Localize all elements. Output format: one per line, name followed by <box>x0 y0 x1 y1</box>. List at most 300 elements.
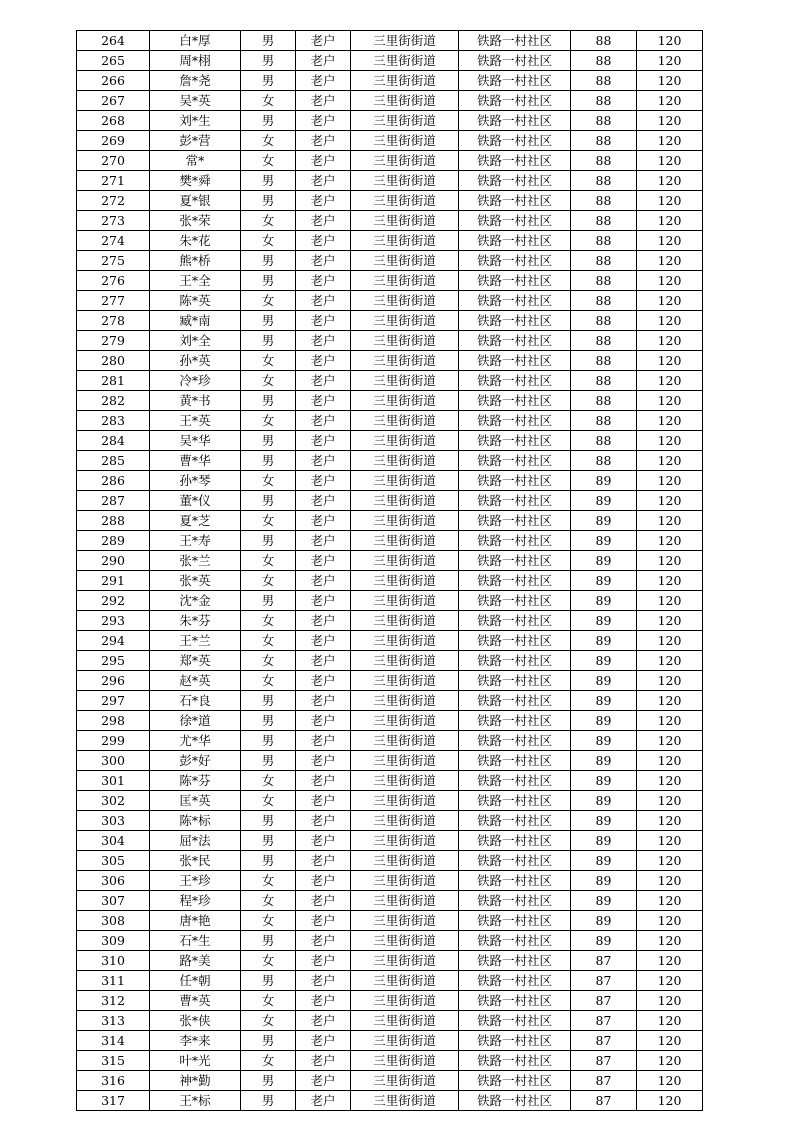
cell-age: 87 <box>571 1051 637 1071</box>
cell-index: 288 <box>77 511 150 531</box>
cell-gender: 男 <box>241 251 296 271</box>
cell-household-type: 老户 <box>296 991 351 1011</box>
cell-age: 89 <box>571 871 637 891</box>
cell-gender: 男 <box>241 191 296 211</box>
cell-household-type: 老户 <box>296 471 351 491</box>
cell-street: 三里街街道 <box>351 291 459 311</box>
cell-gender: 男 <box>241 451 296 471</box>
cell-index: 297 <box>77 691 150 711</box>
table-row <box>77 731 703 751</box>
cell-household-type: 老户 <box>296 671 351 691</box>
cell-community: 铁路一村社区 <box>459 591 571 611</box>
cell-amount: 120 <box>637 1031 703 1051</box>
cell-community: 铁路一村社区 <box>459 351 571 371</box>
cell-index: 265 <box>77 51 150 71</box>
cell-street: 三里街街道 <box>351 491 459 511</box>
cell-gender: 女 <box>241 1051 296 1071</box>
cell-community: 铁路一村社区 <box>459 731 571 751</box>
cell-index: 264 <box>77 31 150 51</box>
cell-street: 三里街街道 <box>351 831 459 851</box>
table-row <box>77 1011 703 1031</box>
cell-age: 89 <box>571 831 637 851</box>
cell-community: 铁路一村社区 <box>459 671 571 691</box>
cell-index: 267 <box>77 91 150 111</box>
cell-name: 詹*尧 <box>150 71 241 91</box>
cell-household-type: 老户 <box>296 191 351 211</box>
cell-household-type: 老户 <box>296 151 351 171</box>
cell-name: 石*良 <box>150 691 241 711</box>
table-row <box>77 911 703 931</box>
cell-gender: 男 <box>241 311 296 331</box>
cell-gender: 男 <box>241 811 296 831</box>
cell-household-type: 老户 <box>296 791 351 811</box>
cell-amount: 120 <box>637 991 703 1011</box>
cell-name: 张*英 <box>150 571 241 591</box>
cell-street: 三里街街道 <box>351 411 459 431</box>
cell-amount: 120 <box>637 71 703 91</box>
cell-amount: 120 <box>637 711 703 731</box>
table-row <box>77 791 703 811</box>
cell-index: 280 <box>77 351 150 371</box>
cell-gender: 女 <box>241 471 296 491</box>
cell-community: 铁路一村社区 <box>459 771 571 791</box>
cell-community: 铁路一村社区 <box>459 1011 571 1031</box>
cell-amount: 120 <box>637 891 703 911</box>
cell-amount: 120 <box>637 1091 703 1111</box>
cell-index: 298 <box>77 711 150 731</box>
cell-community: 铁路一村社区 <box>459 71 571 91</box>
cell-name: 朱*花 <box>150 231 241 251</box>
cell-age: 88 <box>571 111 637 131</box>
cell-amount: 120 <box>637 551 703 571</box>
cell-gender: 女 <box>241 871 296 891</box>
table-row <box>77 451 703 471</box>
cell-amount: 120 <box>637 111 703 131</box>
cell-name: 沈*金 <box>150 591 241 611</box>
table-row <box>77 411 703 431</box>
table-row <box>77 151 703 171</box>
cell-street: 三里街街道 <box>351 391 459 411</box>
cell-street: 三里街街道 <box>351 151 459 171</box>
cell-index: 284 <box>77 431 150 451</box>
table-row <box>77 511 703 531</box>
cell-amount: 120 <box>637 831 703 851</box>
table-row <box>77 831 703 851</box>
cell-gender: 女 <box>241 911 296 931</box>
cell-index: 308 <box>77 911 150 931</box>
cell-community: 铁路一村社区 <box>459 191 571 211</box>
cell-index: 310 <box>77 951 150 971</box>
cell-household-type: 老户 <box>296 811 351 831</box>
cell-index: 292 <box>77 591 150 611</box>
table-row <box>77 751 703 771</box>
cell-street: 三里街街道 <box>351 651 459 671</box>
table-row <box>77 351 703 371</box>
cell-index: 290 <box>77 551 150 571</box>
cell-age: 88 <box>571 51 637 71</box>
cell-community: 铁路一村社区 <box>459 391 571 411</box>
cell-index: 302 <box>77 791 150 811</box>
cell-community: 铁路一村社区 <box>459 111 571 131</box>
table-row <box>77 611 703 631</box>
cell-gender: 女 <box>241 611 296 631</box>
cell-household-type: 老户 <box>296 571 351 591</box>
cell-gender: 男 <box>241 851 296 871</box>
cell-index: 272 <box>77 191 150 211</box>
cell-age: 88 <box>571 331 637 351</box>
cell-household-type: 老户 <box>296 831 351 851</box>
cell-community: 铁路一村社区 <box>459 951 571 971</box>
cell-amount: 120 <box>637 391 703 411</box>
cell-amount: 120 <box>637 1011 703 1031</box>
cell-gender: 男 <box>241 1031 296 1051</box>
cell-age: 88 <box>571 291 637 311</box>
table-row <box>77 891 703 911</box>
cell-age: 89 <box>571 771 637 791</box>
cell-age: 89 <box>571 671 637 691</box>
table-row <box>77 1031 703 1051</box>
cell-community: 铁路一村社区 <box>459 871 571 891</box>
cell-street: 三里街街道 <box>351 31 459 51</box>
cell-name: 冷*珍 <box>150 371 241 391</box>
cell-index: 296 <box>77 671 150 691</box>
cell-age: 89 <box>571 551 637 571</box>
cell-name: 董*仪 <box>150 491 241 511</box>
cell-community: 铁路一村社区 <box>459 531 571 551</box>
cell-amount: 120 <box>637 31 703 51</box>
cell-index: 291 <box>77 571 150 591</box>
table-row <box>77 871 703 891</box>
cell-street: 三里街街道 <box>351 591 459 611</box>
table-row <box>77 131 703 151</box>
cell-name: 张*荣 <box>150 211 241 231</box>
cell-community: 铁路一村社区 <box>459 1051 571 1071</box>
cell-household-type: 老户 <box>296 391 351 411</box>
cell-community: 铁路一村社区 <box>459 331 571 351</box>
cell-index: 283 <box>77 411 150 431</box>
cell-amount: 120 <box>637 491 703 511</box>
cell-community: 铁路一村社区 <box>459 131 571 151</box>
table-row <box>77 1091 703 1111</box>
table-row <box>77 491 703 511</box>
cell-street: 三里街街道 <box>351 1051 459 1071</box>
cell-name: 唐*艳 <box>150 911 241 931</box>
cell-household-type: 老户 <box>296 211 351 231</box>
cell-index: 285 <box>77 451 150 471</box>
cell-amount: 120 <box>637 411 703 431</box>
cell-index: 293 <box>77 611 150 631</box>
cell-street: 三里街街道 <box>351 331 459 351</box>
cell-household-type: 老户 <box>296 1071 351 1091</box>
table-row <box>77 691 703 711</box>
cell-name: 陈*英 <box>150 291 241 311</box>
table-row <box>77 431 703 451</box>
cell-name: 孙*琴 <box>150 471 241 491</box>
table-row <box>77 931 703 951</box>
table-row <box>77 1051 703 1071</box>
table-row <box>77 371 703 391</box>
cell-gender: 女 <box>241 211 296 231</box>
cell-name: 徐*道 <box>150 711 241 731</box>
cell-name: 白*厚 <box>150 31 241 51</box>
cell-amount: 120 <box>637 211 703 231</box>
table-row <box>77 671 703 691</box>
cell-amount: 120 <box>637 1071 703 1091</box>
cell-name: 孙*英 <box>150 351 241 371</box>
cell-gender: 女 <box>241 1011 296 1031</box>
cell-amount: 120 <box>637 611 703 631</box>
cell-gender: 女 <box>241 771 296 791</box>
table-row <box>77 271 703 291</box>
cell-name: 尤*华 <box>150 731 241 751</box>
table-row <box>77 231 703 251</box>
cell-gender: 女 <box>241 351 296 371</box>
cell-index: 299 <box>77 731 150 751</box>
cell-gender: 男 <box>241 71 296 91</box>
cell-age: 88 <box>571 451 637 471</box>
cell-gender: 男 <box>241 51 296 71</box>
cell-street: 三里街街道 <box>351 191 459 211</box>
cell-street: 三里街街道 <box>351 1071 459 1091</box>
table-row <box>77 391 703 411</box>
cell-name: 夏*银 <box>150 191 241 211</box>
table-row <box>77 571 703 591</box>
cell-community: 铁路一村社区 <box>459 431 571 451</box>
cell-index: 281 <box>77 371 150 391</box>
cell-gender: 女 <box>241 511 296 531</box>
cell-gender: 男 <box>241 171 296 191</box>
cell-community: 铁路一村社区 <box>459 631 571 651</box>
cell-age: 87 <box>571 971 637 991</box>
cell-age: 87 <box>571 1071 637 1091</box>
cell-name: 郑*英 <box>150 651 241 671</box>
cell-amount: 120 <box>637 251 703 271</box>
table-row <box>77 111 703 131</box>
table-row <box>77 631 703 651</box>
cell-name: 王*珍 <box>150 871 241 891</box>
cell-household-type: 老户 <box>296 251 351 271</box>
cell-gender: 女 <box>241 891 296 911</box>
cell-community: 铁路一村社区 <box>459 171 571 191</box>
cell-community: 铁路一村社区 <box>459 811 571 831</box>
cell-street: 三里街街道 <box>351 671 459 691</box>
cell-name: 赵*英 <box>150 671 241 691</box>
cell-street: 三里街街道 <box>351 891 459 911</box>
cell-age: 89 <box>571 911 637 931</box>
cell-community: 铁路一村社区 <box>459 991 571 1011</box>
cell-name: 曹*华 <box>150 451 241 471</box>
cell-age: 88 <box>571 251 637 271</box>
cell-gender: 男 <box>241 531 296 551</box>
cell-index: 314 <box>77 1031 150 1051</box>
cell-index: 270 <box>77 151 150 171</box>
cell-community: 铁路一村社区 <box>459 791 571 811</box>
cell-amount: 120 <box>637 291 703 311</box>
cell-name: 夏*芝 <box>150 511 241 531</box>
cell-index: 305 <box>77 851 150 871</box>
cell-household-type: 老户 <box>296 911 351 931</box>
cell-amount: 120 <box>637 431 703 451</box>
cell-age: 88 <box>571 71 637 91</box>
cell-amount: 120 <box>637 591 703 611</box>
cell-household-type: 老户 <box>296 1091 351 1111</box>
cell-age: 88 <box>571 311 637 331</box>
cell-gender: 男 <box>241 491 296 511</box>
cell-community: 铁路一村社区 <box>459 691 571 711</box>
cell-amount: 120 <box>637 231 703 251</box>
table-row <box>77 951 703 971</box>
table-row <box>77 551 703 571</box>
cell-age: 88 <box>571 351 637 371</box>
cell-gender: 女 <box>241 571 296 591</box>
cell-street: 三里街街道 <box>351 911 459 931</box>
cell-index: 278 <box>77 311 150 331</box>
cell-index: 268 <box>77 111 150 131</box>
cell-age: 88 <box>571 31 637 51</box>
cell-gender: 女 <box>241 651 296 671</box>
cell-street: 三里街街道 <box>351 351 459 371</box>
table-row <box>77 171 703 191</box>
cell-street: 三里街街道 <box>351 71 459 91</box>
cell-index: 286 <box>77 471 150 491</box>
cell-street: 三里街街道 <box>351 311 459 331</box>
cell-street: 三里街街道 <box>351 771 459 791</box>
cell-index: 276 <box>77 271 150 291</box>
cell-community: 铁路一村社区 <box>459 1031 571 1051</box>
cell-amount: 120 <box>637 91 703 111</box>
cell-household-type: 老户 <box>296 551 351 571</box>
cell-index: 282 <box>77 391 150 411</box>
cell-household-type: 老户 <box>296 891 351 911</box>
cell-age: 89 <box>571 611 637 631</box>
cell-name: 吴*华 <box>150 431 241 451</box>
cell-household-type: 老户 <box>296 411 351 431</box>
cell-household-type: 老户 <box>296 1051 351 1071</box>
cell-street: 三里街街道 <box>351 251 459 271</box>
cell-amount: 120 <box>637 171 703 191</box>
table-body <box>77 31 703 1111</box>
cell-household-type: 老户 <box>296 731 351 751</box>
cell-gender: 男 <box>241 831 296 851</box>
cell-household-type: 老户 <box>296 291 351 311</box>
cell-gender: 男 <box>241 711 296 731</box>
cell-street: 三里街街道 <box>351 471 459 491</box>
cell-street: 三里街街道 <box>351 211 459 231</box>
cell-gender: 男 <box>241 331 296 351</box>
cell-gender: 男 <box>241 1091 296 1111</box>
cell-gender: 女 <box>241 671 296 691</box>
cell-community: 铁路一村社区 <box>459 1091 571 1111</box>
cell-street: 三里街街道 <box>351 611 459 631</box>
cell-index: 287 <box>77 491 150 511</box>
cell-community: 铁路一村社区 <box>459 51 571 71</box>
cell-gender: 女 <box>241 231 296 251</box>
cell-household-type: 老户 <box>296 491 351 511</box>
cell-name: 彭*营 <box>150 131 241 151</box>
cell-gender: 男 <box>241 431 296 451</box>
cell-community: 铁路一村社区 <box>459 651 571 671</box>
cell-index: 317 <box>77 1091 150 1111</box>
cell-community: 铁路一村社区 <box>459 451 571 471</box>
cell-index: 271 <box>77 171 150 191</box>
cell-age: 88 <box>571 211 637 231</box>
cell-street: 三里街街道 <box>351 711 459 731</box>
cell-index: 295 <box>77 651 150 671</box>
cell-household-type: 老户 <box>296 71 351 91</box>
cell-household-type: 老户 <box>296 951 351 971</box>
table-row <box>77 591 703 611</box>
cell-age: 88 <box>571 91 637 111</box>
cell-age: 89 <box>571 631 637 651</box>
cell-amount: 120 <box>637 571 703 591</box>
cell-name: 刘*生 <box>150 111 241 131</box>
cell-household-type: 老户 <box>296 271 351 291</box>
table-row <box>77 711 703 731</box>
cell-name: 刘*全 <box>150 331 241 351</box>
cell-household-type: 老户 <box>296 171 351 191</box>
cell-gender: 男 <box>241 1071 296 1091</box>
cell-name: 朱*芬 <box>150 611 241 631</box>
cell-name: 王*英 <box>150 411 241 431</box>
cell-amount: 120 <box>637 331 703 351</box>
cell-amount: 120 <box>637 851 703 871</box>
cell-name: 张*侠 <box>150 1011 241 1031</box>
cell-name: 匡*英 <box>150 791 241 811</box>
cell-gender: 女 <box>241 411 296 431</box>
cell-street: 三里街街道 <box>351 91 459 111</box>
cell-household-type: 老户 <box>296 91 351 111</box>
cell-household-type: 老户 <box>296 31 351 51</box>
cell-street: 三里街街道 <box>351 111 459 131</box>
cell-age: 89 <box>571 651 637 671</box>
cell-name: 黄*书 <box>150 391 241 411</box>
cell-street: 三里街街道 <box>351 171 459 191</box>
cell-street: 三里街街道 <box>351 971 459 991</box>
cell-household-type: 老户 <box>296 371 351 391</box>
cell-gender: 女 <box>241 631 296 651</box>
cell-household-type: 老户 <box>296 1031 351 1051</box>
table-row <box>77 211 703 231</box>
cell-household-type: 老户 <box>296 871 351 891</box>
cell-community: 铁路一村社区 <box>459 931 571 951</box>
cell-street: 三里街街道 <box>351 571 459 591</box>
cell-household-type: 老户 <box>296 1011 351 1031</box>
table-row <box>77 91 703 111</box>
cell-age: 89 <box>571 751 637 771</box>
cell-name: 路*美 <box>150 951 241 971</box>
cell-street: 三里街街道 <box>351 51 459 71</box>
cell-amount: 120 <box>637 931 703 951</box>
cell-age: 89 <box>571 491 637 511</box>
cell-name: 常* <box>150 151 241 171</box>
cell-household-type: 老户 <box>296 531 351 551</box>
table-row <box>77 811 703 831</box>
cell-age: 89 <box>571 731 637 751</box>
cell-amount: 120 <box>637 51 703 71</box>
cell-street: 三里街街道 <box>351 931 459 951</box>
cell-street: 三里街街道 <box>351 431 459 451</box>
cell-household-type: 老户 <box>296 851 351 871</box>
cell-age: 87 <box>571 951 637 971</box>
cell-community: 铁路一村社区 <box>459 1071 571 1091</box>
cell-gender: 女 <box>241 371 296 391</box>
cell-amount: 120 <box>637 651 703 671</box>
cell-name: 陈*芬 <box>150 771 241 791</box>
cell-name: 李*来 <box>150 1031 241 1051</box>
cell-amount: 120 <box>637 511 703 531</box>
cell-age: 88 <box>571 231 637 251</box>
table-row <box>77 971 703 991</box>
